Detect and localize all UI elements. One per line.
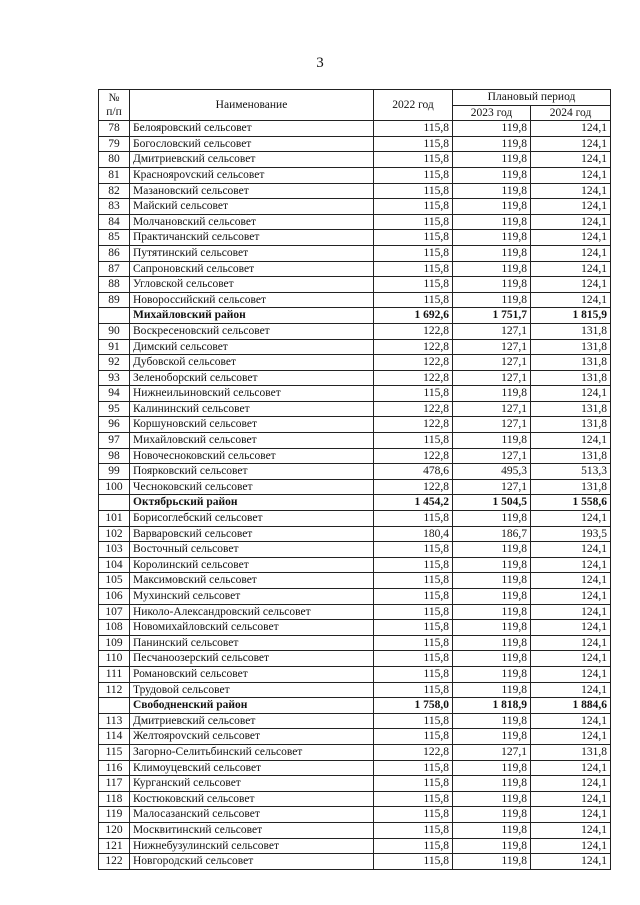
row-number: 102 bbox=[99, 526, 130, 542]
row-name: Димский сельсовет bbox=[130, 339, 374, 355]
row-name: Максимовский сельсовет bbox=[130, 573, 374, 589]
value-2023: 119,8 bbox=[453, 386, 531, 402]
row-number bbox=[99, 495, 130, 511]
header-2022: 2022 год bbox=[374, 90, 453, 121]
value-2023: 127,1 bbox=[453, 401, 531, 417]
value-2023: 119,8 bbox=[453, 199, 531, 215]
row-name: Загорно-Селитьбинский сельсовет bbox=[130, 744, 374, 760]
row-number: 89 bbox=[99, 292, 130, 308]
value-2023: 119,8 bbox=[453, 230, 531, 246]
table-row bbox=[99, 589, 611, 605]
row-number: 92 bbox=[99, 355, 130, 371]
value-2024: 124,1 bbox=[531, 511, 611, 527]
value-2022: 115,8 bbox=[374, 152, 453, 168]
table-row bbox=[99, 744, 611, 760]
table-row bbox=[99, 854, 611, 870]
row-name: Молчановский сельсовет bbox=[130, 214, 374, 230]
value-2023: 127,1 bbox=[453, 448, 531, 464]
value-2022: 122,8 bbox=[374, 401, 453, 417]
value-2023: 119,8 bbox=[453, 245, 531, 261]
table-row bbox=[99, 604, 611, 620]
value-2024: 124,1 bbox=[531, 604, 611, 620]
value-2022: 1 454,2 bbox=[374, 495, 453, 511]
row-name: Мазановский сельсовет bbox=[130, 183, 374, 199]
table-row bbox=[99, 791, 611, 807]
value-2022: 115,8 bbox=[374, 433, 453, 449]
value-2024: 131,8 bbox=[531, 448, 611, 464]
value-2023: 127,1 bbox=[453, 744, 531, 760]
value-2022: 122,8 bbox=[374, 370, 453, 386]
row-number: 121 bbox=[99, 838, 130, 854]
value-2024: 513,3 bbox=[531, 464, 611, 480]
value-2022: 115,8 bbox=[374, 557, 453, 573]
table-row bbox=[99, 542, 611, 558]
value-2022: 115,8 bbox=[374, 214, 453, 230]
value-2022: 115,8 bbox=[374, 838, 453, 854]
table-row bbox=[99, 121, 611, 137]
row-number: 94 bbox=[99, 386, 130, 402]
value-2023: 119,8 bbox=[453, 557, 531, 573]
value-2024: 124,1 bbox=[531, 292, 611, 308]
row-name: Белояровский сельсовет bbox=[130, 121, 374, 137]
value-2022: 115,8 bbox=[374, 776, 453, 792]
value-2024: 131,8 bbox=[531, 339, 611, 355]
table-row bbox=[99, 136, 611, 152]
value-2022: 115,8 bbox=[374, 589, 453, 605]
table-row bbox=[99, 167, 611, 183]
row-name: Дмитриевский сельсовет bbox=[130, 713, 374, 729]
value-2022: 122,8 bbox=[374, 339, 453, 355]
value-2024: 1 558,6 bbox=[531, 495, 611, 511]
page-number: 3 bbox=[316, 55, 324, 71]
table-row bbox=[99, 666, 611, 682]
row-number: 79 bbox=[99, 136, 130, 152]
row-name: Богословский сельсовет bbox=[130, 136, 374, 152]
value-2024: 124,1 bbox=[531, 557, 611, 573]
row-name: Курганский сельсовет bbox=[130, 776, 374, 792]
value-2024: 124,1 bbox=[531, 167, 611, 183]
value-2023: 127,1 bbox=[453, 417, 531, 433]
row-number: 116 bbox=[99, 760, 130, 776]
value-2022: 122,8 bbox=[374, 448, 453, 464]
table-row bbox=[99, 682, 611, 698]
table-row bbox=[99, 807, 611, 823]
row-name: Практичанский сельсовет bbox=[130, 230, 374, 246]
value-2023: 1 504,5 bbox=[453, 495, 531, 511]
value-2022: 115,8 bbox=[374, 713, 453, 729]
value-2023: 119,8 bbox=[453, 511, 531, 527]
value-2024: 124,1 bbox=[531, 136, 611, 152]
value-2022: 115,8 bbox=[374, 604, 453, 620]
row-name: Михайловский сельсовет bbox=[130, 433, 374, 449]
value-2024: 193,5 bbox=[531, 526, 611, 542]
value-2022: 115,8 bbox=[374, 651, 453, 667]
value-2023: 127,1 bbox=[453, 339, 531, 355]
row-name: Поярковский сельсовет bbox=[130, 464, 374, 480]
value-2022: 122,8 bbox=[374, 417, 453, 433]
row-name: Путятинский сельсовет bbox=[130, 245, 374, 261]
row-number: 90 bbox=[99, 323, 130, 339]
table-row bbox=[99, 573, 611, 589]
value-2024: 131,8 bbox=[531, 323, 611, 339]
table-row bbox=[99, 557, 611, 573]
row-name: Калининский сельсовет bbox=[130, 401, 374, 417]
value-2023: 119,8 bbox=[453, 822, 531, 838]
row-number: 119 bbox=[99, 807, 130, 823]
table-row bbox=[99, 635, 611, 651]
value-2022: 180,4 bbox=[374, 526, 453, 542]
value-2024: 131,8 bbox=[531, 417, 611, 433]
row-number: 111 bbox=[99, 666, 130, 682]
header-2024: 2024 год bbox=[531, 105, 611, 121]
row-name: Романовский сельсовет bbox=[130, 666, 374, 682]
row-number: 109 bbox=[99, 635, 130, 651]
value-2022: 115,8 bbox=[374, 854, 453, 870]
table-row bbox=[99, 323, 611, 339]
table-row bbox=[99, 386, 611, 402]
table-row bbox=[99, 651, 611, 667]
row-number: 115 bbox=[99, 744, 130, 760]
row-number: 91 bbox=[99, 339, 130, 355]
row-name: Коршуновский сельсовет bbox=[130, 417, 374, 433]
row-name: Желтоярovский сельсовет bbox=[130, 729, 374, 745]
value-2022: 115,8 bbox=[374, 199, 453, 215]
row-name: Нижнебузулинский сельсовет bbox=[130, 838, 374, 854]
header-name: Наименование bbox=[130, 90, 374, 121]
row-name: Нижнеильиновский сельсовет bbox=[130, 386, 374, 402]
row-number: 93 bbox=[99, 370, 130, 386]
value-2023: 119,8 bbox=[453, 760, 531, 776]
value-2022: 115,8 bbox=[374, 230, 453, 246]
value-2024: 124,1 bbox=[531, 838, 611, 854]
value-2024: 131,8 bbox=[531, 479, 611, 495]
row-number bbox=[99, 308, 130, 324]
row-number: 106 bbox=[99, 589, 130, 605]
row-name: Королинский сельсовет bbox=[130, 557, 374, 573]
value-2024: 124,1 bbox=[531, 620, 611, 636]
row-name: Зеленоборский сельсовет bbox=[130, 370, 374, 386]
value-2023: 119,8 bbox=[453, 542, 531, 558]
district-subtotal-row bbox=[99, 495, 611, 511]
value-2024: 124,1 bbox=[531, 245, 611, 261]
row-name: Новороссийский сельсовет bbox=[130, 292, 374, 308]
row-number: 88 bbox=[99, 277, 130, 293]
value-2022: 115,8 bbox=[374, 666, 453, 682]
value-2024: 124,1 bbox=[531, 651, 611, 667]
row-number: 118 bbox=[99, 791, 130, 807]
district-subtotal-row bbox=[99, 698, 611, 714]
value-2023: 1 751,7 bbox=[453, 308, 531, 324]
row-name: Дмитриевский сельсовет bbox=[130, 152, 374, 168]
value-2023: 119,8 bbox=[453, 604, 531, 620]
value-2022: 115,8 bbox=[374, 682, 453, 698]
value-2022: 115,8 bbox=[374, 573, 453, 589]
value-2024: 124,1 bbox=[531, 199, 611, 215]
row-name: Сапроновский сельсовет bbox=[130, 261, 374, 277]
row-number: 114 bbox=[99, 729, 130, 745]
row-number: 84 bbox=[99, 214, 130, 230]
header-planned-period: Плановый период bbox=[453, 90, 611, 106]
value-2022: 115,8 bbox=[374, 807, 453, 823]
value-2024: 124,1 bbox=[531, 776, 611, 792]
row-name: Михайловский район bbox=[130, 308, 374, 324]
table-row bbox=[99, 355, 611, 371]
value-2024: 124,1 bbox=[531, 682, 611, 698]
value-2022: 115,8 bbox=[374, 136, 453, 152]
value-2023: 119,8 bbox=[453, 620, 531, 636]
value-2022: 122,8 bbox=[374, 323, 453, 339]
value-2023: 119,8 bbox=[453, 854, 531, 870]
row-name: Борисоглебский сельсовет bbox=[130, 511, 374, 527]
value-2024: 131,8 bbox=[531, 744, 611, 760]
value-2022: 1 692,6 bbox=[374, 308, 453, 324]
table-row bbox=[99, 776, 611, 792]
table-row bbox=[99, 370, 611, 386]
row-name: Октябрьский район bbox=[130, 495, 374, 511]
table-row bbox=[99, 448, 611, 464]
value-2023: 119,8 bbox=[453, 729, 531, 745]
value-2022: 115,8 bbox=[374, 245, 453, 261]
table-row bbox=[99, 464, 611, 480]
row-name: Трудовой сельсовет bbox=[130, 682, 374, 698]
row-number: 82 bbox=[99, 183, 130, 199]
value-2023: 127,1 bbox=[453, 323, 531, 339]
row-name: Панинский сельсовет bbox=[130, 635, 374, 651]
value-2023: 119,8 bbox=[453, 651, 531, 667]
row-name: Майский сельсовет bbox=[130, 199, 374, 215]
row-name: Свободненский район bbox=[130, 698, 374, 714]
value-2024: 124,1 bbox=[531, 230, 611, 246]
row-number: 100 bbox=[99, 479, 130, 495]
value-2023: 119,8 bbox=[453, 261, 531, 277]
value-2022: 115,8 bbox=[374, 760, 453, 776]
table-row bbox=[99, 760, 611, 776]
value-2023: 119,8 bbox=[453, 713, 531, 729]
value-2024: 124,1 bbox=[531, 807, 611, 823]
table-row bbox=[99, 526, 611, 542]
table-row bbox=[99, 822, 611, 838]
row-number: 108 bbox=[99, 620, 130, 636]
value-2022: 115,8 bbox=[374, 121, 453, 137]
value-2022: 115,8 bbox=[374, 167, 453, 183]
value-2024: 124,1 bbox=[531, 854, 611, 870]
value-2024: 131,8 bbox=[531, 401, 611, 417]
value-2024: 124,1 bbox=[531, 791, 611, 807]
row-name: Мухинский сельсовет bbox=[130, 589, 374, 605]
header-number: № п/п bbox=[99, 90, 130, 121]
value-2022: 115,8 bbox=[374, 292, 453, 308]
table-row bbox=[99, 183, 611, 199]
value-2024: 131,8 bbox=[531, 355, 611, 371]
value-2024: 131,8 bbox=[531, 370, 611, 386]
value-2024: 124,1 bbox=[531, 729, 611, 745]
row-number: 103 bbox=[99, 542, 130, 558]
value-2022: 1 758,0 bbox=[374, 698, 453, 714]
table-row bbox=[99, 479, 611, 495]
value-2022: 122,8 bbox=[374, 355, 453, 371]
value-2023: 119,8 bbox=[453, 433, 531, 449]
value-2022: 115,8 bbox=[374, 791, 453, 807]
value-2022: 115,8 bbox=[374, 183, 453, 199]
value-2023: 119,8 bbox=[453, 807, 531, 823]
row-number: 104 bbox=[99, 557, 130, 573]
value-2023: 119,8 bbox=[453, 167, 531, 183]
table-row bbox=[99, 152, 611, 168]
value-2024: 1 884,6 bbox=[531, 698, 611, 714]
value-2022: 115,8 bbox=[374, 635, 453, 651]
table-header bbox=[99, 90, 611, 121]
table-row bbox=[99, 433, 611, 449]
row-number: 95 bbox=[99, 401, 130, 417]
value-2024: 124,1 bbox=[531, 261, 611, 277]
table-row bbox=[99, 401, 611, 417]
row-number: 107 bbox=[99, 604, 130, 620]
row-number: 105 bbox=[99, 573, 130, 589]
row-name: Москвитинский сельсовет bbox=[130, 822, 374, 838]
row-number: 97 bbox=[99, 433, 130, 449]
row-name: Климоуцевский сельсовет bbox=[130, 760, 374, 776]
value-2023: 119,8 bbox=[453, 277, 531, 293]
row-number: 113 bbox=[99, 713, 130, 729]
row-name: Восточный сельсовет bbox=[130, 542, 374, 558]
row-number: 87 bbox=[99, 261, 130, 277]
row-name: Чесноковский сельсовет bbox=[130, 479, 374, 495]
row-number: 122 bbox=[99, 854, 130, 870]
value-2023: 119,8 bbox=[453, 573, 531, 589]
row-name: Песчаноозерский сельсовет bbox=[130, 651, 374, 667]
value-2024: 124,1 bbox=[531, 121, 611, 137]
table-row bbox=[99, 230, 611, 246]
value-2024: 124,1 bbox=[531, 542, 611, 558]
value-2024: 124,1 bbox=[531, 152, 611, 168]
row-name: Воскресеновский сельсовет bbox=[130, 323, 374, 339]
value-2024: 124,1 bbox=[531, 760, 611, 776]
value-2022: 115,8 bbox=[374, 386, 453, 402]
value-2024: 124,1 bbox=[531, 433, 611, 449]
value-2022: 115,8 bbox=[374, 620, 453, 636]
value-2023: 127,1 bbox=[453, 479, 531, 495]
row-name: Новомихайловский сельсовет bbox=[130, 620, 374, 636]
row-number: 110 bbox=[99, 651, 130, 667]
table-row bbox=[99, 713, 611, 729]
value-2023: 119,8 bbox=[453, 121, 531, 137]
value-2024: 124,1 bbox=[531, 183, 611, 199]
value-2023: 119,8 bbox=[453, 183, 531, 199]
value-2023: 119,8 bbox=[453, 589, 531, 605]
row-number bbox=[99, 698, 130, 714]
row-number: 120 bbox=[99, 822, 130, 838]
row-name: Николо-Александровский сельсовет bbox=[130, 604, 374, 620]
table-body bbox=[99, 121, 611, 870]
value-2024: 124,1 bbox=[531, 822, 611, 838]
row-number: 99 bbox=[99, 464, 130, 480]
row-number: 83 bbox=[99, 199, 130, 215]
row-number: 85 bbox=[99, 230, 130, 246]
row-name: Костюковский сельсовет bbox=[130, 791, 374, 807]
table-row bbox=[99, 620, 611, 636]
table-row bbox=[99, 417, 611, 433]
value-2022: 115,8 bbox=[374, 542, 453, 558]
value-2022: 115,8 bbox=[374, 822, 453, 838]
table-row bbox=[99, 292, 611, 308]
value-2023: 127,1 bbox=[453, 355, 531, 371]
value-2022: 115,8 bbox=[374, 511, 453, 527]
value-2023: 186,7 bbox=[453, 526, 531, 542]
table-row bbox=[99, 277, 611, 293]
value-2024: 124,1 bbox=[531, 635, 611, 651]
value-2022: 122,8 bbox=[374, 479, 453, 495]
row-name: Красноярovский сельсовет bbox=[130, 167, 374, 183]
value-2023: 119,8 bbox=[453, 152, 531, 168]
row-number: 80 bbox=[99, 152, 130, 168]
row-number: 86 bbox=[99, 245, 130, 261]
row-name: Угловской сельсовет bbox=[130, 277, 374, 293]
value-2024: 124,1 bbox=[531, 573, 611, 589]
value-2023: 119,8 bbox=[453, 666, 531, 682]
value-2024: 124,1 bbox=[531, 666, 611, 682]
table-row bbox=[99, 729, 611, 745]
value-2024: 124,1 bbox=[531, 214, 611, 230]
budget-table bbox=[98, 89, 611, 870]
value-2023: 127,1 bbox=[453, 370, 531, 386]
value-2023: 495,3 bbox=[453, 464, 531, 480]
row-number: 81 bbox=[99, 167, 130, 183]
header-2023: 2023 год bbox=[453, 105, 531, 121]
value-2023: 119,8 bbox=[453, 682, 531, 698]
value-2024: 124,1 bbox=[531, 713, 611, 729]
value-2023: 119,8 bbox=[453, 838, 531, 854]
row-name: Дубовской сельсовет bbox=[130, 355, 374, 371]
value-2022: 478,6 bbox=[374, 464, 453, 480]
value-2024: 124,1 bbox=[531, 386, 611, 402]
value-2023: 119,8 bbox=[453, 214, 531, 230]
table-row bbox=[99, 214, 611, 230]
value-2023: 1 818,9 bbox=[453, 698, 531, 714]
table-row bbox=[99, 339, 611, 355]
table-row bbox=[99, 838, 611, 854]
row-number: 78 bbox=[99, 121, 130, 137]
value-2023: 119,8 bbox=[453, 136, 531, 152]
row-name: Малосазанский сельсовет bbox=[130, 807, 374, 823]
row-number: 96 bbox=[99, 417, 130, 433]
district-subtotal-row bbox=[99, 308, 611, 324]
value-2024: 124,1 bbox=[531, 589, 611, 605]
value-2022: 115,8 bbox=[374, 729, 453, 745]
row-number: 98 bbox=[99, 448, 130, 464]
table-row bbox=[99, 261, 611, 277]
value-2024: 1 815,9 bbox=[531, 308, 611, 324]
row-name: Варваровский сельсовет bbox=[130, 526, 374, 542]
row-number: 101 bbox=[99, 511, 130, 527]
table-row bbox=[99, 199, 611, 215]
value-2024: 124,1 bbox=[531, 277, 611, 293]
value-2022: 122,8 bbox=[374, 744, 453, 760]
value-2023: 119,8 bbox=[453, 292, 531, 308]
row-name: Новочесноковский сельсовет bbox=[130, 448, 374, 464]
row-number: 117 bbox=[99, 776, 130, 792]
value-2022: 115,8 bbox=[374, 261, 453, 277]
row-number: 112 bbox=[99, 682, 130, 698]
table-row bbox=[99, 511, 611, 527]
value-2023: 119,8 bbox=[453, 791, 531, 807]
table-row bbox=[99, 245, 611, 261]
value-2023: 119,8 bbox=[453, 776, 531, 792]
row-name: Новгородский сельсовет bbox=[130, 854, 374, 870]
value-2023: 119,8 bbox=[453, 635, 531, 651]
value-2022: 115,8 bbox=[374, 277, 453, 293]
